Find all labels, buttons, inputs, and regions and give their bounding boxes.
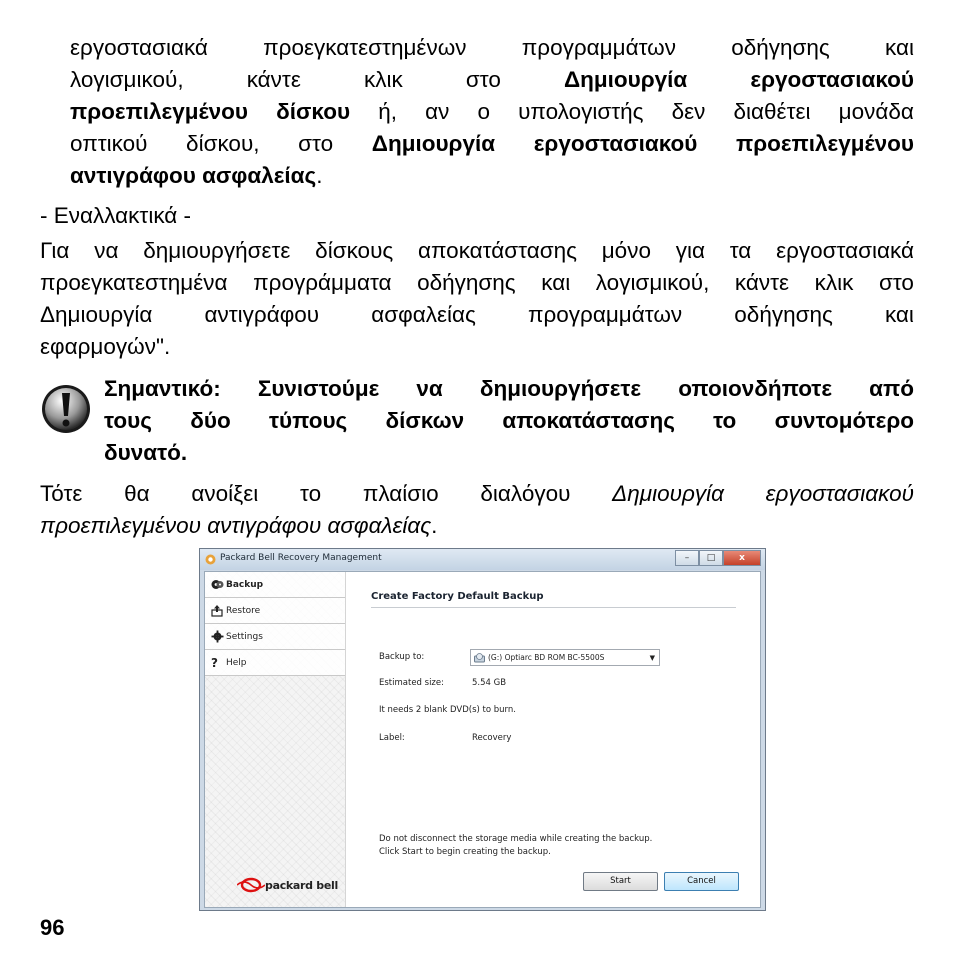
para1-line: οπτικού δίσκου, στο Δημιουργία εργοστασιακού προεπιλεγμένου [70,131,914,156]
recovery-dialog-screenshot [199,548,766,911]
dialog-client [204,571,761,908]
chevron-down-icon: ▼ [649,654,655,662]
close-button[interactable]: x [723,550,761,566]
paragraph-dialog-opens [40,478,914,542]
para3-line: προεγκατεστημένα προγράμματα οδήγησης και λογισμικού, κάντε κλικ στο [40,270,914,295]
sidebar-item-label: Backup [226,579,264,590]
bold-term: αντιγράφου ασφαλείας [70,163,317,188]
window-titlebar [200,549,765,570]
para1-line: προεπιλεγμένου δίσκου ή, αν ο υπολογιστής δεν διαθέτει μονάδα [70,99,914,124]
paragraph-factory-backup [70,32,914,192]
sidebar-item-backup[interactable] [205,572,345,598]
estimated-size-label: Estimated size: [379,678,444,688]
important-note [104,373,914,469]
para3-last-line: εφαρμογών". [40,334,171,359]
heading-divider [371,607,736,608]
paragraph-drivers-backup [40,235,914,363]
main-panel [346,572,760,907]
important-line: Σημαντικό: Συνιστούμε να δημιουργήσετε οποιονδήποτε από [104,376,914,401]
drive-icon [474,653,485,663]
cancel-button[interactable]: Cancel [664,872,739,891]
window-controls [675,550,761,566]
maximize-button[interactable]: □ [699,550,723,566]
sidebar [205,572,346,907]
app-icon [205,554,216,565]
question-icon: ? [211,655,218,670]
sidebar-item-label: Settings [226,631,263,642]
brand-name: packard bell [265,878,338,892]
start-button[interactable]: Start [583,872,658,891]
para5-last-line: προεπιλεγμένου αντιγράφου ασφαλείας. [40,513,438,538]
sidebar-item-label: Restore [226,605,261,616]
para1-line: εργοστασιακά προεγκατεστημένων προγραμμάτων οδήγησης και [70,35,914,60]
disc-icon [211,578,224,591]
sidebar-item-label: Help [226,657,247,668]
warning-icon [40,383,92,435]
disconnect-warning: Do not disconnect the storage media while creating the backup. [379,834,653,844]
start-instruction: Click Start to begin creating the backup. [379,847,551,857]
backup-to-label: Backup to: [379,652,425,662]
sidebar-item-help[interactable] [205,650,345,676]
disc-label-label: Label: [379,733,405,743]
para1-line: λογισμικού, κάντε κλικ στο Δημιουργία εργοστασιακού [70,67,914,92]
sidebar-item-restore[interactable] [205,598,345,624]
brand-logo [237,877,338,893]
gear-icon [211,630,224,643]
para3-line: Για να δημιουργήσετε δίσκους αποκατάστασης μόνο για τα εργοστασιακά [40,238,914,263]
restore-icon [211,604,224,617]
packard-bell-logo-icon [237,877,265,893]
backup-target-value: (G:) Optiarc BD ROM BC-5500S [488,653,605,662]
para5-line: Τότε θα ανοίξει το πλαίσιο διαλόγου Δημιουργία εργοστασιακού [40,481,914,506]
blank-dvd-requirement: It needs 2 blank DVD(s) to burn. [379,705,516,715]
important-last-line: δυνατό. [104,440,188,465]
estimated-size-value: 5.54 GB [472,678,507,688]
minimize-button[interactable]: – [675,550,699,566]
sidebar-item-settings[interactable] [205,624,345,650]
page-number: 96 [40,915,65,940]
disc-label-value: Recovery [472,733,512,743]
alternative-line: - Εναλλακτικά - [40,203,192,228]
para3-line: Δημιουργία αντιγράφου ασφαλείας προγραμμάτων οδήγησης και [40,302,914,327]
important-line: τους δύο τύπους δίσκων αποκατάστασης το συντομότερο [104,408,914,433]
para1-last-line: αντιγράφου ασφαλείας. [70,163,323,188]
backup-target-select[interactable] [470,649,660,666]
panel-heading: Create Factory Default Backup [371,591,544,602]
italic-dialog-name: προεπιλεγμένου αντιγράφου ασφαλείας [40,513,432,538]
window-title: Packard Bell Recovery Management [220,553,382,563]
